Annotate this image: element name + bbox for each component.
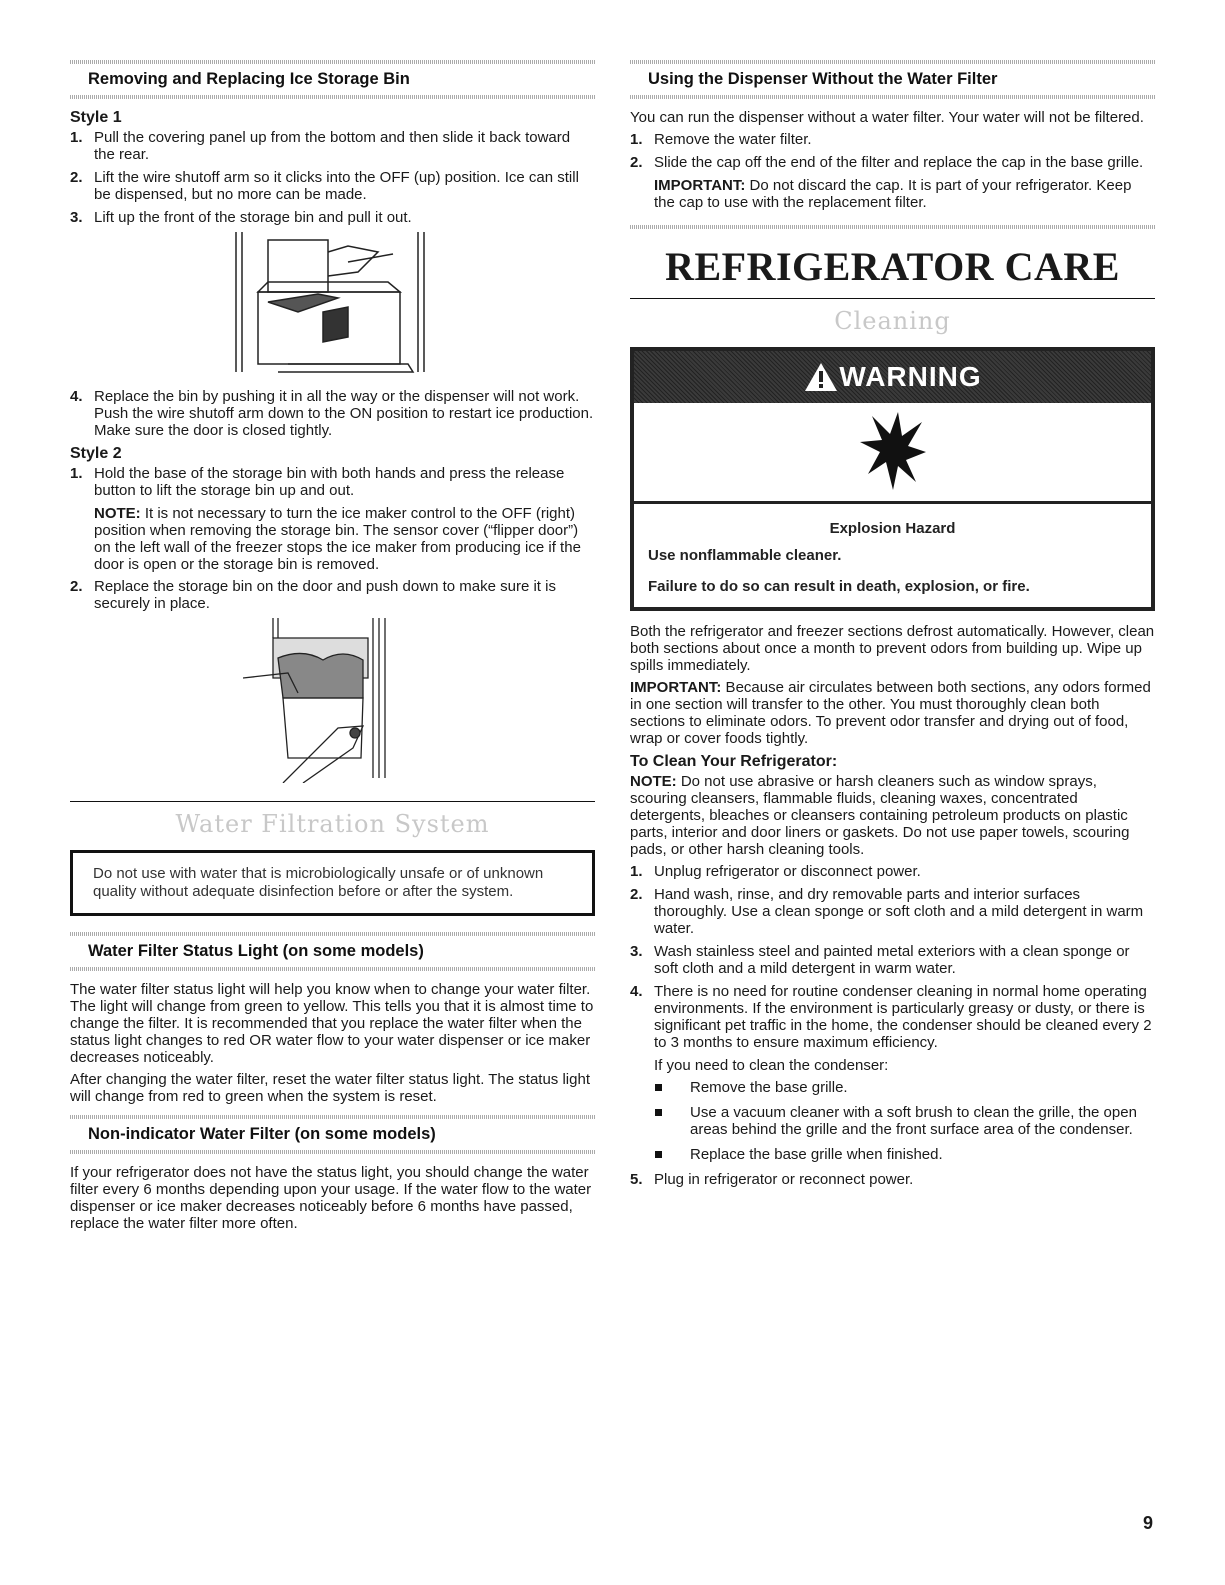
clean-subhead: To Clean Your Refrigerator: (630, 753, 838, 770)
divider (630, 298, 1155, 299)
list-item: 5. Plug in refrigerator or reconnect power. (630, 1171, 914, 1188)
list-item: 1. Remove the water filter. (630, 131, 812, 148)
section-rule (630, 60, 1155, 64)
style1-steps-cont (70, 388, 595, 439)
list-item: 2. Slide the cap off the end of the filter and replace the cap in the base grille. (630, 154, 1144, 171)
water-filtration-title: Water Filtration System (175, 810, 490, 838)
list-item: 4. Replace the bin by pushing it in all the way or the dispenser will not work. Push the wire shutoff arm down to the ON position to restart ice production. Make sure the door is closed tightly. (70, 388, 594, 439)
section-rule (70, 60, 595, 64)
cleaning-important: IMPORTANT: Because air circulates between both sections, any odors formed in one section will transfer to the other. You must thoroughly clean both sections to eliminate odors. To prevent odor transfer and drying out of food, wrap or cover foods tightly. (630, 679, 1151, 747)
warning-line1: Use nonflammable cleaner. (648, 547, 842, 564)
no-filter-intro: You can run the dispenser without a water filter. Your water will not be filtered. (630, 109, 1144, 126)
condenser-intro: If you need to clean the condenser: (654, 1057, 889, 1074)
warning-box (630, 347, 1155, 611)
style2-steps (70, 465, 595, 499)
cleaning-p1: Both the refrigerator and freezer sections defrost automatically. However, clean both sections about once a month to prevent odors from building up. Wipe up spills immediately. (630, 623, 1155, 674)
list-item: 4. There is no need for routine condenser cleaning in normal home operating environments. If the environment is particularly greasy or dusty, or there is significant pet traffic in the home, the condenser should be cleaned every 2 to 3 months to ensure maximum efficiency. (630, 983, 1152, 1051)
water-notice-box (70, 850, 595, 916)
water-notice-text: Do not use with water that is microbiologically unsafe or of unknown quality without adequate disinfection before or after the system. (93, 865, 544, 900)
explosion-icon (858, 412, 928, 492)
right-column (630, 60, 1155, 1194)
style2-note: NOTE: It is not necessary to turn the ice maker control to the OFF (right) position when removing the storage bin. The sensor cover (“flipper door”) on the left wall of the freezer stops the ice maker from producing ice if the door is open or the storage bin is removed. (94, 505, 581, 573)
ice-bin-illustration-1 (228, 232, 438, 382)
section-rule (70, 967, 595, 971)
list-item: 3. Lift up the front of the storage bin and pull it out. (70, 209, 412, 226)
status-light-p1: The water filter status light will help you know when to change your water filter. The light will change from green to yellow. This tells you that it is almost time to change the filter. It is recommended that you replace the water filter when the status light changes to red OR water flow to your water dispenser or ice maker decreases noticeably. (70, 981, 594, 1066)
list-item: Use a vacuum cleaner with a soft brush to clean the grille, the open areas behind the grille and the front surface area of the condenser. (630, 1104, 1155, 1138)
explosion-icon-box (634, 403, 1151, 504)
ice-bin-heading: Removing and Replacing Ice Storage Bin (88, 70, 410, 88)
section-rule (630, 95, 1155, 99)
list-item: 1. Pull the covering panel up from the bottom and then slide it back toward the rear. (70, 129, 571, 163)
refrigerator-care-title: REFRIGERATOR CARE (665, 244, 1120, 289)
style1-label: Style 1 (70, 109, 122, 126)
cleaning-steps (630, 863, 1155, 1051)
warning-banner (634, 351, 1151, 403)
cleaning-steps-cont (630, 1171, 1155, 1188)
no-filter-important: IMPORTANT: Do not discard the cap. It is part of your refrigerator. Keep the cap to use with the replacement filter. (654, 177, 1132, 211)
hazard-title: Explosion Hazard (829, 520, 956, 537)
non-indicator-heading: Non-indicator Water Filter (on some models) (88, 1125, 436, 1143)
non-indicator-p1: If your refrigerator does not have the status light, you should change the water filter every 6 months depending upon your usage. If the water flow to the water dispenser or ice maker decreases noticeably before 6 months have passed, replace the water filter more often. (70, 1164, 592, 1232)
warning-triangle-icon (803, 361, 839, 393)
section-rule (70, 1150, 595, 1154)
condenser-bullets (630, 1079, 1155, 1163)
style2-steps-cont (70, 578, 595, 612)
page-number: 9 (1142, 1513, 1153, 1533)
list-item: 2. Hand wash, rinse, and dry removable parts and interior surfaces thoroughly. Use a clean sponge or soft cloth and a mild detergent in warm water. (630, 886, 1144, 937)
no-filter-heading: Using the Dispenser Without the Water Filter (648, 70, 998, 88)
style2-label: Style 2 (70, 445, 122, 462)
cleaning-note: NOTE: Do not use abrasive or harsh cleaners such as window sprays, scouring cleansers, flammable fluids, cleaning waxes, concentrated detergents, bleaches or cleansers containing petroleum products on plastic parts, interior and door liners or gaskets. Do not use paper towels, scouring pads, or other harsh cleaning tools. (630, 773, 1130, 858)
list-item: Remove the base grille. (630, 1079, 1155, 1096)
section-rule (70, 1115, 595, 1119)
status-light-p2: After changing the water filter, reset the water filter status light. The status light will change from red to green when the system is reset. (70, 1071, 590, 1105)
no-filter-steps (630, 131, 1155, 171)
list-item: 1. Unplug refrigerator or disconnect power. (630, 863, 921, 880)
warning-body (634, 504, 1151, 607)
section-rule (70, 932, 595, 936)
section-rule (630, 225, 1155, 229)
section-rule (70, 95, 595, 99)
list-item: 2. Lift the wire shutoff arm so it clicks into the OFF (up) position. Ice can still be dispensed, but no more can be made. (70, 169, 579, 203)
warning-label: WARNING (839, 361, 982, 392)
list-item: 1. Hold the base of the storage bin with both hands and press the release button to lift the storage bin up and out. (70, 465, 565, 499)
left-column (70, 60, 595, 1237)
status-light-heading: Water Filter Status Light (on some models) (88, 942, 424, 960)
divider (70, 801, 595, 802)
ice-bin-illustration-2 (243, 618, 423, 783)
style1-steps (70, 129, 595, 226)
warning-line2: Failure to do so can result in death, explosion, or fire. (648, 578, 1030, 595)
list-item: 2. Replace the storage bin on the door and push down to make sure it is securely in place. (70, 578, 556, 612)
list-item: Replace the base grille when finished. (630, 1146, 1155, 1163)
list-item: 3. Wash stainless steel and painted metal exteriors with a clean sponge or soft cloth and a mild detergent in warm water. (630, 943, 1130, 977)
cleaning-title: Cleaning (834, 307, 951, 335)
